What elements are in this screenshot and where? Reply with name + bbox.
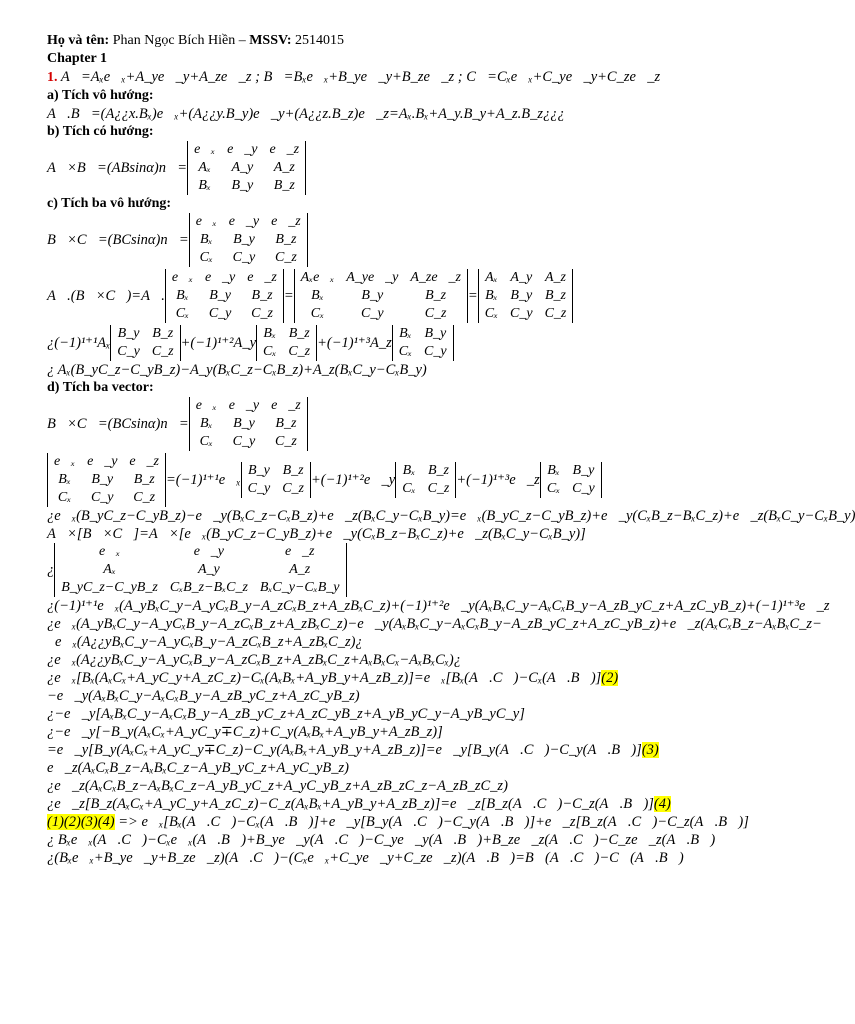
section-d-title: d) Tích ba vector: — [47, 380, 154, 395]
matrix-cell: e⃗_z — [269, 142, 300, 157]
matrix-cell: B_y — [231, 178, 254, 193]
minor-matrix — [110, 325, 180, 361]
matrix-row — [257, 325, 317, 343]
section-c-lhs2: A⃗.(B⃗×C⃗)=A⃗. — [47, 287, 165, 304]
equation-line: e⃗ₓ(A¿¿yBₓC_y−A_yCₓB_y−A_zCₓB_z+A_zBₓC_z)¿ — [55, 634, 363, 650]
equation-line: −e⃗_y(AₓBₓC_y−AₓCₓB_y−A_zB_yC_z+A_zC_yB_z) — [47, 688, 360, 704]
equation-line: ¿e⃗ₓ(A¿¿yBₓC_y−A_yCₓB_y−A_zCₓB_z+A_zBₓC_z+AₓBₓCₓ−AₓBₓCₓ)¿ — [47, 652, 462, 668]
minor-matrix — [540, 462, 602, 498]
matrix-cell: Bₓ — [199, 232, 213, 247]
matrix-cell: C_y — [90, 490, 114, 505]
matrix-cell: B_y — [233, 416, 255, 431]
matrix — [47, 453, 166, 507]
matrix-cell: e⃗ₓ — [195, 214, 217, 229]
matrix-cell: B_z — [427, 463, 449, 478]
equation-text: =e⃗_y[B_y(AₓCₓ+A_yC_y∓C_z)−C_y(AₓBₓ+A_yB_y+A_zB_z)]=e⃗_y[B_y(A⃗.C⃗)−C_y(A⃗.B⃗)] — [47, 742, 642, 758]
matrix-cell: B_y — [572, 463, 595, 478]
matrix-grid — [392, 325, 454, 361]
matrix-cell: Bₓ — [199, 416, 213, 431]
equation-line: ¿ Bₓe⃗ₓ(A⃗.C⃗)−Cₓe⃗ₓ(A⃗.B⃗)+B_ye⃗_y(A⃗.C⃗)−C_ye⃗_y(A⃗.B⃗)+B_ze⃗_z(A⃗.C⃗)−C_ze⃗_z(A⃗.B⃗) — [47, 832, 716, 848]
matrix-cell: e⃗_y — [227, 142, 258, 157]
matrix-cell: A_y — [510, 270, 533, 285]
matrix-cell: C_z — [133, 490, 156, 505]
expansion-term-3: +(−1)¹⁺³e⃗_z — [456, 471, 540, 488]
matrix-cell: e⃗ₓ — [54, 454, 76, 469]
equation-text: ¿e⃗_z[B_z(AₓCₓ+A_yC_y+A_zC_z)−C_z(AₓBₓ+A_yB_y+A_zB_z)]=e⃗_z[B_z(A⃗.C⃗)−C_z(A⃗.B⃗)] — [47, 796, 654, 812]
matrix-cell: e⃗_y — [204, 270, 236, 285]
matrix-cell: A_z — [289, 562, 311, 577]
highlight-tag: (4) — [653, 796, 671, 812]
section-c-result: ¿ Aₓ(B_yC_z−C_yB_z)−A_y(BₓC_z−CₓB_z)+A_z(BₓC_y−CₓB_y) — [47, 362, 427, 378]
name-label: Họ và tên: — [47, 33, 110, 48]
matrix-cell: C_z — [288, 344, 311, 359]
equation-line: A⃗×[B⃗×C⃗]=A⃗×[e⃗ₓ(B_yC_z−C_yB_z)+e⃗_y(CₓB_z−BₓC_z)+e⃗_z(BₓC_y−CₓB_y)] — [47, 526, 586, 542]
id-label: MSSV: — [249, 33, 292, 48]
matrix-cell: C_y — [247, 481, 271, 496]
chapter-title: Chapter 1 — [47, 51, 108, 66]
matrix-cell: B_z — [275, 232, 297, 247]
expansion-term-2: +(−1)¹⁺²e⃗_y — [311, 471, 396, 488]
matrix-row — [188, 141, 306, 159]
equation-line-3 — [47, 741, 768, 759]
equation-line-2 — [47, 669, 768, 687]
matrix-cell: B_z — [273, 178, 295, 193]
matrix-row — [540, 480, 601, 498]
matrix-cell: A_ye⃗_y — [346, 270, 399, 285]
equation-line-4 — [47, 795, 768, 813]
equation-line-combined — [47, 813, 768, 831]
section-d-lhs: B⃗×C⃗=(BCsinα)n⃗= — [47, 415, 189, 432]
section-a-title: a) Tích vô hướng: — [47, 88, 154, 103]
matrix-row — [111, 325, 180, 343]
matrix-cell: B_y — [91, 472, 114, 487]
matrix-cell: C_y — [572, 481, 595, 496]
matrix-cell: B_z — [288, 326, 310, 341]
matrix-cell: Cₓ — [546, 481, 561, 496]
matrix-cell: B_z — [282, 463, 304, 478]
continuation-mark: ¿ — [47, 561, 55, 578]
matrix-cell: Cₓ — [402, 481, 416, 496]
matrix-cell: Bₓ — [58, 472, 71, 487]
item1-vectors: A⃗=Aₓe⃗ₓ+A_ye⃗_y+A_ze⃗_z ; B⃗=Bₓe⃗ₓ+B_ye⃗_y+B_ze⃗_z ; C⃗=Cₓe⃗ₓ+C_ye⃗_y+C_ze⃗_z — [57, 69, 661, 85]
matrix-cell: Cₓ — [175, 306, 190, 321]
matrix-cell: e⃗ₓ — [195, 398, 217, 413]
section-a-equation: A⃗.B⃗=(A¿¿x.Bₓ)e⃗ₓ+(A¿¿y.B_y)e⃗_y+(A¿¿z.B_z)e⃗_z=Aₓ.Bₓ+A_y.B_y+A_z.B_z¿¿¿ — [47, 106, 565, 122]
matrix-cell: C_z — [151, 344, 174, 359]
matrix-cell: Bₓ — [547, 463, 560, 478]
equals-sign: = — [467, 287, 478, 304]
matrix-row — [478, 287, 573, 305]
expansion-term-2: +(−1)¹⁺²A_y — [180, 334, 257, 351]
matrix-cell: B_z — [152, 326, 174, 341]
matrix-row — [294, 305, 467, 323]
matrix-cell: Cₓ — [57, 490, 72, 505]
matrix-cell: C_z — [544, 306, 567, 321]
matrix-cell: C_z — [424, 306, 447, 321]
matrix-cell: C_z — [274, 250, 297, 265]
matrix-cell: e⃗ₓ — [194, 142, 216, 157]
matrix-cell: Bₓ — [176, 288, 189, 303]
matrix-cell: e⃗ₓ — [171, 270, 193, 285]
matrix-cell: A_y — [197, 562, 220, 577]
section-c-lhs: B⃗×C⃗=(BCsinα)n⃗= — [47, 231, 189, 248]
matrix-row — [55, 561, 346, 579]
matrix-cell: C_z — [282, 481, 305, 496]
matrix-cell: C_y — [361, 306, 384, 321]
matrix-grid — [540, 462, 602, 498]
equation-line: ¿e⃗ₓ(B_yC_z−C_yB_z)−e⃗_y(BₓC_z−CₓB_z)+e⃗_z(BₓC_y−CₓB_y)=e⃗ₓ(B_yC_z−C_yB_z)+e⃗_y(CₓB_z−BₓC_z)+e⃗_z(BₓC_y−CₓB_y) — [47, 508, 855, 524]
matrix-cell: Aₓe⃗ₓ — [300, 270, 335, 285]
matrix-cell: C_y — [117, 344, 140, 359]
matrix-cell: e⃗ₓ — [98, 544, 121, 559]
matrix-row — [189, 231, 307, 249]
matrix-cell: C_y — [424, 344, 447, 359]
matrix-cell: e⃗_y — [228, 214, 260, 229]
equation-text: => e⃗ₓ[Bₓ(A⃗.C⃗)−Cₓ(A⃗.B⃗)]+e⃗_y[B_y(A⃗.C⃗)−C_y(A⃗.B⃗)]+e⃗_z[B_z(A⃗.C⃗)−C_z(A⃗.B⃗)] — [114, 814, 749, 830]
equation-line: ¿−e⃗_y[AₓBₓC_y−AₓCₓB_y−A_zB_yC_z+A_zC_yB_z+A_yB_yC_y−A_yB_yC_y] — [47, 706, 525, 722]
matrix-row — [48, 453, 166, 471]
matrix-row — [189, 415, 307, 433]
matrix-cell: A_y — [231, 160, 254, 175]
matrix-row — [48, 489, 166, 507]
highlight-tag: (2) — [601, 670, 619, 686]
section-c-cross-product — [47, 213, 768, 267]
matrix-cell: Bₓ — [399, 326, 412, 341]
matrix — [189, 397, 308, 451]
matrix-grid — [165, 269, 284, 323]
matrix-row — [540, 462, 601, 480]
matrix-cell: Cₓ — [199, 250, 213, 265]
matrix-row — [392, 325, 453, 343]
matrix — [478, 269, 574, 323]
matrix-cell: B_y — [233, 232, 255, 247]
matrix-grid — [189, 397, 308, 451]
matrix-cell: Aₓ — [198, 160, 211, 175]
minor-matrix — [395, 462, 456, 498]
matrix-cell: e⃗_z — [247, 270, 277, 285]
section-c-triple-product — [47, 269, 768, 323]
matrix-cell: Cₓ — [398, 344, 413, 359]
matrix-cell: C_y — [232, 250, 256, 265]
matrix-grid — [294, 269, 468, 323]
matrix-row — [111, 343, 180, 361]
minor-matrix — [392, 325, 454, 361]
matrix-grid — [189, 213, 308, 267]
matrix-grid — [256, 325, 317, 361]
matrix-cell: e⃗_z — [129, 454, 159, 469]
matrix-cell: e⃗_z — [284, 544, 315, 559]
matrix-row — [396, 462, 456, 480]
highlight-tag: (3) — [641, 742, 659, 758]
matrix-row — [188, 177, 306, 195]
matrix-grid — [110, 325, 180, 361]
equation-line: ¿(Bₓe⃗ₓ+B_ye⃗_y+B_ze⃗_z)(A⃗.C⃗)−(Cₓe⃗ₓ+C_ye⃗_y+C_ze⃗_z)(A⃗.B⃗)=B⃗(A⃗.C⃗)−C⃗(A⃗.B⃗) — [47, 850, 684, 866]
matrix-grid — [395, 462, 456, 498]
matrix — [294, 269, 468, 323]
section-c-expansion — [47, 325, 768, 361]
matrix-cell: C_z — [251, 306, 273, 321]
matrix-grid — [47, 453, 166, 507]
matrix-cell: Bₓ — [485, 288, 498, 303]
matrix-row — [294, 269, 467, 287]
matrix-row — [392, 343, 453, 361]
equation-line: e⃗_z(AₓCₓB_z−AₓBₓC_z−A_yB_yC_z+A_yC_yB_z) — [47, 760, 349, 776]
matrix-cell: C_y — [208, 306, 232, 321]
matrix-cell: e⃗_z — [271, 214, 301, 229]
matrix-cell: Bₓ — [198, 178, 211, 193]
student-name: Phan Ngọc Bích Hiền – — [109, 33, 250, 48]
matrix-cell: C_y — [232, 434, 256, 449]
equation-line: ¿e⃗_z(AₓCₓB_z−AₓBₓC_z−A_yB_yC_z+A_yC_yB_z+A_zB_zC_z−A_zB_zC_z) — [47, 778, 508, 794]
matrix-cell: Cₓ — [199, 434, 213, 449]
matrix-cell: Aₓ — [485, 270, 498, 285]
matrix-grid — [187, 141, 306, 195]
matrix-cell: B_y — [510, 288, 533, 303]
matrix-cell: CₓB_z−BₓC_z — [169, 580, 248, 595]
matrix-row — [188, 159, 306, 177]
matrix-cell: B_y — [117, 326, 140, 341]
section-d-big-matrix — [47, 543, 768, 597]
matrix-row — [189, 213, 307, 231]
matrix-cell: B_z — [544, 288, 566, 303]
matrix-cell: B_yC_z−C_yB_z — [61, 580, 158, 595]
matrix-grid — [478, 269, 574, 323]
matrix-cell: B_y — [209, 288, 231, 303]
matrix-row — [189, 249, 307, 267]
section-d-cross-product — [47, 397, 768, 451]
matrix-grid — [54, 543, 346, 597]
matrix-cell: Bₓ — [402, 463, 416, 478]
matrix-cell: Cₓ — [310, 306, 325, 321]
matrix — [54, 543, 346, 597]
matrix-row — [55, 579, 346, 597]
item1-number: 1. — [47, 70, 58, 85]
student-id: 2514015 — [291, 33, 344, 48]
minor-matrix — [241, 462, 311, 498]
matrix-cell: e⃗_y — [87, 454, 118, 469]
matrix-cell: B_z — [275, 416, 297, 431]
section-d-expansion — [47, 453, 768, 507]
matrix-row — [48, 471, 166, 489]
item1-line — [47, 68, 768, 87]
equals-sign: = — [283, 287, 294, 304]
section-b-cross-product — [47, 141, 768, 195]
matrix — [165, 269, 284, 323]
matrix-cell: Aₓ — [103, 562, 116, 577]
minor-matrix — [256, 325, 317, 361]
matrix-cell: A_z — [544, 270, 566, 285]
matrix-row — [478, 305, 573, 323]
matrix-cell: Bₓ — [263, 326, 276, 341]
matrix-row — [189, 433, 307, 451]
equation-line: ¿−e⃗_y[−B_y(AₓCₓ+A_yC_y∓C_z)+C_y(AₓBₓ+A_yB_y+A_zB_z)] — [47, 724, 443, 740]
equation-line: ¿e⃗ₓ(A_yBₓC_y−A_yCₓB_y−A_zCₓB_z+A_zBₓC_z)−e⃗_y(AₓBₓC_y−AₓCₓB_y−A_zB_yC_z+A_zC_yB_z)+e⃗_z(AₓCₓB_z−AₓBₓC_z− — [47, 616, 822, 632]
expansion-term-3: +(−1)¹⁺³A_z — [317, 334, 392, 351]
matrix-cell: B_z — [133, 472, 155, 487]
matrix-row — [478, 269, 573, 287]
matrix-row — [396, 480, 456, 498]
matrix-cell: B_y — [248, 463, 270, 478]
matrix-cell: Cₓ — [484, 306, 499, 321]
matrix-row — [165, 305, 283, 323]
section-b-lhs: A⃗×B⃗=(ABsinα)n⃗= — [47, 159, 188, 176]
matrix-row — [257, 343, 317, 361]
expansion-term-1: ¿(−1)¹⁺¹Aₓ — [47, 334, 111, 351]
matrix-cell: B_y — [361, 288, 384, 303]
matrix-cell: C_y — [510, 306, 533, 321]
matrix-row — [165, 287, 283, 305]
equation-text: ¿e⃗ₓ[Bₓ(AₓCₓ+A_yC_y+A_zC_z)−Cₓ(AₓBₓ+A_yB_y+A_zB_z)]=e⃗ₓ[Bₓ(A⃗.C⃗)−Cₓ(A⃗.B⃗)] — [47, 670, 602, 686]
matrix-row — [294, 287, 467, 305]
expansion-term-1: =(−1)¹⁺¹e⃗ₓ — [165, 471, 241, 488]
matrix-cell: A_ze⃗_z — [410, 270, 461, 285]
matrix-cell: Cₓ — [263, 344, 277, 359]
section-c-title: c) Tích ba vô hướng: — [47, 196, 172, 211]
matrix-row — [241, 480, 310, 498]
matrix-cell: C_z — [274, 434, 297, 449]
matrix-cell: B_y — [424, 326, 447, 341]
matrix-cell: BₓC_y−CₓB_y — [259, 580, 340, 595]
header-line — [47, 32, 768, 50]
matrix-row — [55, 543, 346, 561]
matrix-row — [241, 462, 310, 480]
matrix-cell: A_z — [273, 160, 295, 175]
matrix-cell: e⃗_y — [228, 398, 260, 413]
matrix-cell: B_z — [251, 288, 273, 303]
equation-line: ¿(−1)¹⁺¹e⃗ₓ(A_yBₓC_y−A_yCₓB_y−A_zCₓB_z+A_zBₓC_z)+(−1)¹⁺²e⃗_y(AₓBₓC_y−AₓCₓB_y−A_zB_yC_z+A_zC_yB_z)+(−1)¹⁺³e⃗_z — [47, 598, 830, 614]
matrix-grid — [241, 462, 311, 498]
matrix-row — [189, 397, 307, 415]
matrix-cell: C_z — [427, 481, 450, 496]
matrix-cell: B_z — [425, 288, 447, 303]
matrix — [189, 213, 308, 267]
section-b-title: b) Tích có hướng: — [47, 124, 154, 139]
matrix-cell: e⃗_z — [271, 398, 301, 413]
matrix-cell: Bₓ — [311, 288, 324, 303]
matrix — [187, 141, 306, 195]
matrix-cell: e⃗_y — [193, 544, 225, 559]
matrix-row — [165, 269, 283, 287]
highlight-tag: (1)(2)(3)(4) — [47, 814, 115, 830]
